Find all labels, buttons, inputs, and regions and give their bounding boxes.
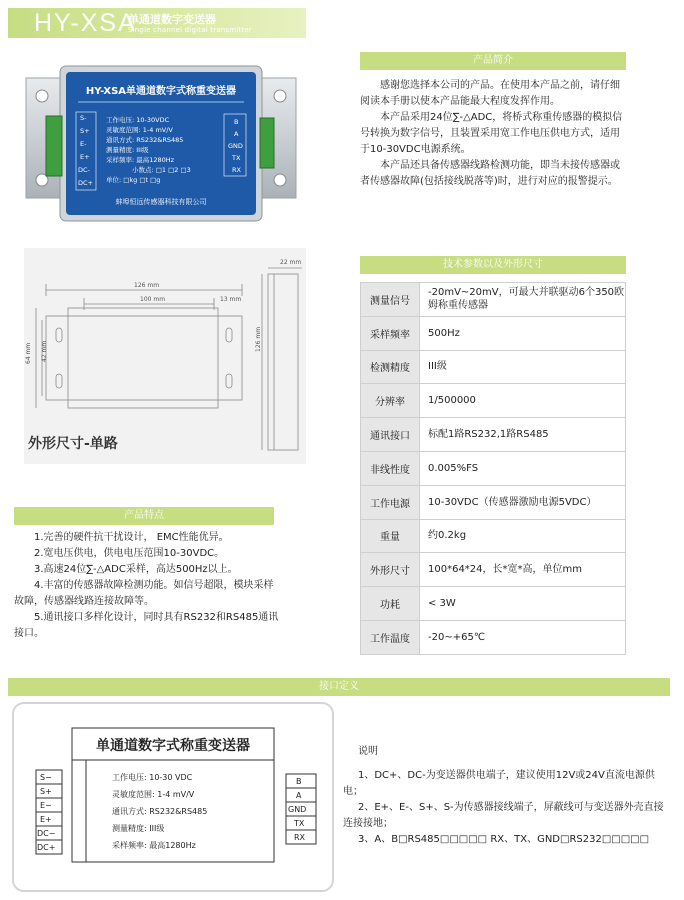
spec-value: 100*64*24，长*宽*高，单位mm — [420, 553, 626, 587]
iface-line-3: 测量精度: III级 — [112, 824, 165, 833]
spec-key: 重量 — [361, 519, 420, 553]
feature-item: 1.完善的硬件抗干扰设计， EMC性能优异。 — [34, 532, 229, 543]
spec-key: 工作电源 — [361, 485, 420, 519]
dim-outer-length: 126 mm — [134, 282, 160, 289]
feature-list — [14, 530, 282, 642]
intro-paragraph: 本产品还具备传感器线路检测功能，即当未接传感器或者传感器故障(包括接线脱落等)时，进行对应的报警提示。 — [360, 160, 620, 187]
feature-item: 4.丰富的传感器故障检测功能。如信号超限，模块采样故障，传感器线路连接故障等。 — [14, 580, 274, 607]
spec-key: 外形尺寸 — [361, 553, 420, 587]
iface-title: 单通道数字式称重变送器 — [96, 738, 250, 754]
device-term-left-4: DC- — [78, 166, 90, 174]
device-decimal: 小数点: □1 □2 □3 — [132, 166, 191, 174]
dimension-caption: 外形尺寸-单路 — [28, 436, 118, 452]
spec-key: 检测精度 — [361, 350, 420, 384]
device-term-right-1: A — [234, 130, 239, 138]
product-photo — [12, 56, 308, 234]
spec-value: III级 — [420, 350, 626, 384]
dim-right: 126 mm — [255, 326, 262, 352]
product-subtitle: Single channel digital transmitter — [128, 26, 252, 34]
header-banner — [8, 8, 306, 38]
section-bar-features: 产品特点 — [14, 507, 274, 525]
product-title: 单通道数字变送器 — [128, 13, 216, 26]
device-term-left-3: E+ — [80, 153, 90, 161]
dim-inner-length: 100 mm — [140, 296, 166, 303]
device-line-0: 工作电压: 10-30VDC — [106, 116, 170, 124]
dim-offset: 13 mm — [220, 296, 242, 303]
spec-key: 工作温度 — [361, 620, 420, 654]
spec-key: 通讯接口 — [361, 418, 420, 452]
spec-value: 0.005%FS — [420, 451, 626, 485]
device-term-right-2: GND — [228, 142, 243, 150]
device-term-right-3: TX — [232, 154, 241, 162]
section-bar-interface: 接口定义 — [8, 678, 670, 696]
iface-right-2: GND — [288, 805, 307, 814]
device-line-4: 采样频率: 最高1280Hz — [106, 156, 175, 164]
device-company: 蚌埠恒远传感器科技有限公司 — [115, 198, 207, 206]
spec-value: 标配1路RS232,1路RS485 — [420, 418, 626, 452]
iface-line-2: 通讯方式: RS232&RS485 — [112, 807, 208, 816]
notes-heading: 说明 — [358, 746, 378, 757]
note-item: 1、DC+、DC-为变送器供电端子，建议使用12V或24V直流电源供电； — [343, 770, 655, 797]
spec-row — [361, 553, 626, 587]
spec-row — [361, 283, 626, 317]
device-line-1: 灵敏度范围: 1-4 mV/V — [106, 126, 173, 134]
feature-item: 5.通讯接口多样化设计，同时具有RS232和RS485通讯接口。 — [14, 612, 279, 639]
dim-inner-height: 42 mm — [41, 340, 48, 362]
spec-row — [361, 418, 626, 452]
spec-row — [361, 485, 626, 519]
iface-left-5: DC+ — [37, 843, 56, 852]
device-line-2: 通讯方式: RS232&RS485 — [106, 136, 184, 144]
spec-key: 功耗 — [361, 587, 420, 621]
dim-height: 64 mm — [25, 342, 32, 364]
spec-row — [361, 519, 626, 553]
iface-left-0: S− — [40, 773, 52, 782]
device-term-right-0: B — [234, 118, 239, 126]
spec-row — [361, 587, 626, 621]
notes — [343, 744, 673, 848]
note-item: 2、E+、E-、S+、S-为传感器接线端子，屏蔽线可与变送器外壳直接连接接地； — [343, 802, 664, 829]
section-bar-specs: 技术参数以及外形尺寸 — [360, 256, 626, 274]
iface-left-4: DC− — [37, 829, 56, 838]
spec-key: 分辨率 — [361, 384, 420, 418]
intro-paragraph: 感谢您选择本公司的产品。在使用本产品之前，请仔细阅读本手册以使本产品能最大程度发挥作用。 — [360, 80, 620, 107]
spec-value: 1/500000 — [420, 384, 626, 418]
spec-row — [361, 451, 626, 485]
iface-line-0: 工作电压: 10-30 VDC — [112, 773, 193, 782]
spec-row — [361, 384, 626, 418]
intro-paragraph: 本产品采用24位∑-△ADC，将桥式称重传感器的模拟信号转换为数字信号，且装置采用宽工作电压供电方式，适用于10-30VDC电源系统。 — [360, 112, 623, 155]
device-term-left-2: E- — [80, 140, 87, 148]
model-name: HY-XSA — [34, 9, 137, 37]
interface-diagram — [12, 702, 334, 892]
iface-line-4: 采样频率: 最高1280Hz — [112, 841, 196, 850]
device-term-left-1: S+ — [80, 127, 90, 135]
device-title: HY-XSA单通道数字式称重变送器 — [85, 86, 237, 97]
iface-right-1: A — [296, 791, 302, 800]
iface-right-0: B — [296, 777, 302, 786]
dim-top: 22 mm — [280, 259, 302, 266]
iface-left-1: S+ — [40, 787, 52, 796]
iface-right-4: RX — [294, 833, 306, 842]
feature-item: 3.高速24位∑-△ADC采样，高达500Hz以上。 — [34, 564, 238, 575]
spec-value: 500Hz — [420, 316, 626, 350]
device-unit: 单位: □kg □t □g — [106, 176, 161, 184]
note-item: 3、A、B□RS485□□□□□ RX、TX、GND□RS232□□□□□ — [358, 834, 650, 845]
spec-key: 非线性度 — [361, 451, 420, 485]
spec-value: -20~+65℃ — [420, 620, 626, 654]
spec-value: 10-30VDC（传感器激励电源5VDC） — [420, 485, 626, 519]
spec-value: < 3W — [420, 587, 626, 621]
spec-value: -20mV~20mV，可最大并联驱动6个350欧姆称重传感器 — [420, 283, 626, 317]
spec-table — [360, 282, 626, 655]
device-term-left-0: S- — [80, 114, 87, 122]
iface-left-2: E− — [40, 801, 52, 810]
device-line-3: 测量精度: III级 — [106, 146, 149, 154]
spec-row — [361, 350, 626, 384]
iface-line-1: 灵敏度范围: 1-4 mV/V — [112, 790, 195, 799]
spec-row — [361, 316, 626, 350]
spec-value: 约0.2kg — [420, 519, 626, 553]
iface-right-3: TX — [294, 819, 305, 828]
spec-row — [361, 620, 626, 654]
section-bar-intro: 产品简介 — [360, 52, 626, 70]
spec-key: 测量信号 — [361, 283, 420, 317]
dimension-drawing — [24, 248, 306, 464]
feature-item: 2.宽电压供电，供电电压范围10-30VDC。 — [34, 548, 225, 559]
intro-text — [360, 78, 628, 190]
spec-key: 采样频率 — [361, 316, 420, 350]
device-term-left-5: DC+ — [78, 179, 93, 187]
iface-left-3: E+ — [40, 815, 52, 824]
device-term-right-4: RX — [232, 166, 241, 174]
